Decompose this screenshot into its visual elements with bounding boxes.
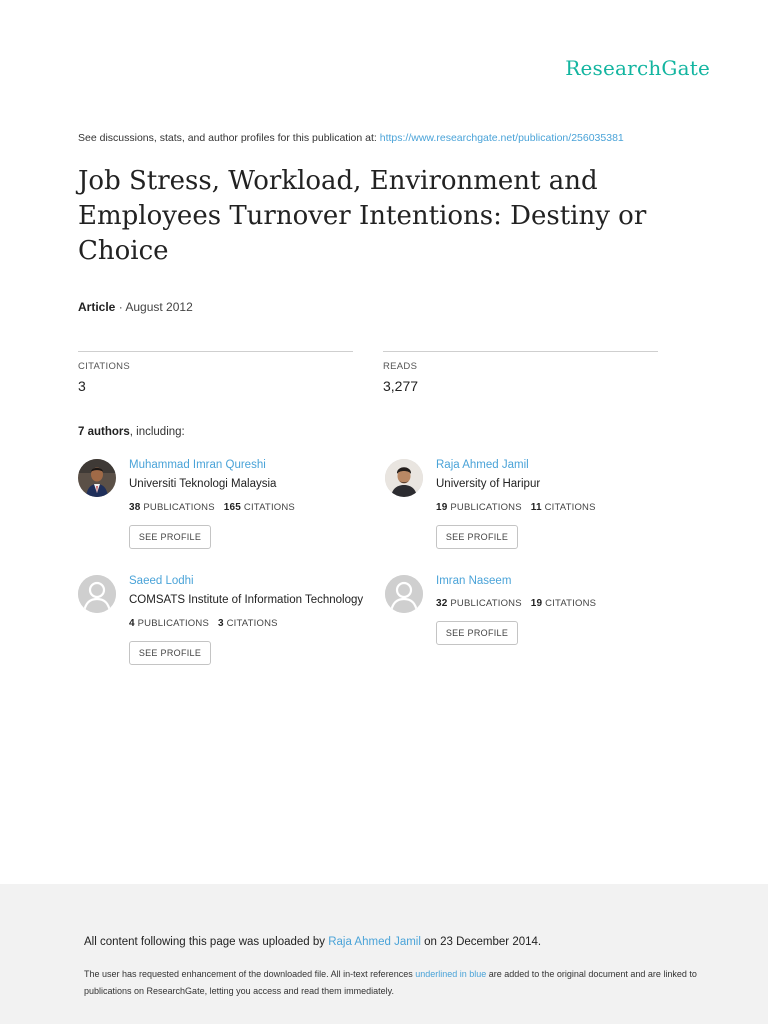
citations-value: 3 xyxy=(78,378,86,394)
publication-count: 32 xyxy=(436,598,448,609)
author-stats xyxy=(129,618,278,629)
publication-type: Article xyxy=(78,300,116,314)
upload-prefix: All content following this page was uploaded by xyxy=(84,936,329,948)
enhancement-note xyxy=(84,966,704,1000)
reads-stat xyxy=(383,351,658,394)
author-stats xyxy=(436,598,596,609)
note-prefix: The user has requested enhancement of the downloaded file. All in-text references xyxy=(84,969,416,979)
reads-label: READS xyxy=(383,361,418,372)
author-name[interactable]: Muhammad Imran Qureshi xyxy=(129,459,266,471)
citation-count: 11 xyxy=(530,502,542,513)
researchgate-logo[interactable]: ResearchGate xyxy=(565,56,710,80)
publications-label: PUBLICATIONS xyxy=(450,502,522,513)
citations-label: CITATIONS xyxy=(544,502,596,513)
publication-title: Job Stress, Workload, Environment and Employees Turnover Intentions: Destiny or Choice xyxy=(78,166,647,266)
publications-label: PUBLICATIONS xyxy=(143,502,215,513)
publication-count: 19 xyxy=(436,502,448,513)
author-institution: University of Haripur xyxy=(436,478,541,490)
authors-count: 7 authors xyxy=(78,426,130,438)
author-name[interactable]: Raja Ahmed Jamil xyxy=(436,459,529,471)
default-avatar-icon[interactable] xyxy=(385,575,423,613)
see-profile-button[interactable]: SEE PROFILE xyxy=(129,641,211,665)
authors-heading xyxy=(78,426,185,438)
reads-value: 3,277 xyxy=(383,378,419,394)
discussion-text: See discussions, stats, and author profiles for this publication at: xyxy=(78,132,380,144)
footer xyxy=(0,884,768,1024)
author-institution: COMSATS Institute of Information Technology xyxy=(129,594,364,606)
publication-date: · August 2012 xyxy=(115,300,193,314)
author-name[interactable]: Imran Naseem xyxy=(436,575,512,587)
author-name[interactable]: Saeed Lodhi xyxy=(129,575,194,587)
note-suffix: are added to the original document and are linked to publications on ResearchGate, letting you access and read them immediately. xyxy=(84,969,697,996)
citations-label: CITATIONS xyxy=(78,361,130,372)
publication-count: 38 xyxy=(129,502,141,513)
authors-suffix: , including: xyxy=(129,426,185,438)
upload-suffix: on 23 December 2014. xyxy=(420,936,542,948)
see-profile-button[interactable]: SEE PROFILE xyxy=(436,621,518,645)
author-stats xyxy=(436,502,596,513)
author-stats xyxy=(129,502,295,513)
publications-label: PUBLICATIONS xyxy=(137,618,209,629)
publication-count: 4 xyxy=(129,618,135,629)
publications-label: PUBLICATIONS xyxy=(450,598,522,609)
citations-label: CITATIONS xyxy=(545,598,597,609)
upload-note xyxy=(84,936,541,948)
person-photo-icon[interactable] xyxy=(78,459,116,497)
citation-count: 19 xyxy=(530,598,543,609)
publication-meta xyxy=(78,300,193,314)
default-avatar-icon[interactable] xyxy=(78,575,116,613)
citations-stat xyxy=(78,351,353,394)
citation-count: 165 xyxy=(223,502,242,513)
author-institution: Universiti Teknologi Malaysia xyxy=(129,478,277,490)
citations-label: CITATIONS xyxy=(243,502,295,513)
citations-label: CITATIONS xyxy=(226,618,278,629)
see-profile-button[interactable]: SEE PROFILE xyxy=(436,525,518,549)
see-profile-button[interactable]: SEE PROFILE xyxy=(129,525,211,549)
discussion-note xyxy=(78,132,624,144)
publication-link[interactable]: https://www.researchgate.net/publication/256035381 xyxy=(379,132,624,144)
citation-count: 3 xyxy=(218,618,224,629)
person-photo-icon[interactable] xyxy=(385,459,423,497)
uploader-link[interactable]: Raja Ahmed Jamil xyxy=(328,936,421,948)
note-link: underlined in blue xyxy=(415,969,487,979)
